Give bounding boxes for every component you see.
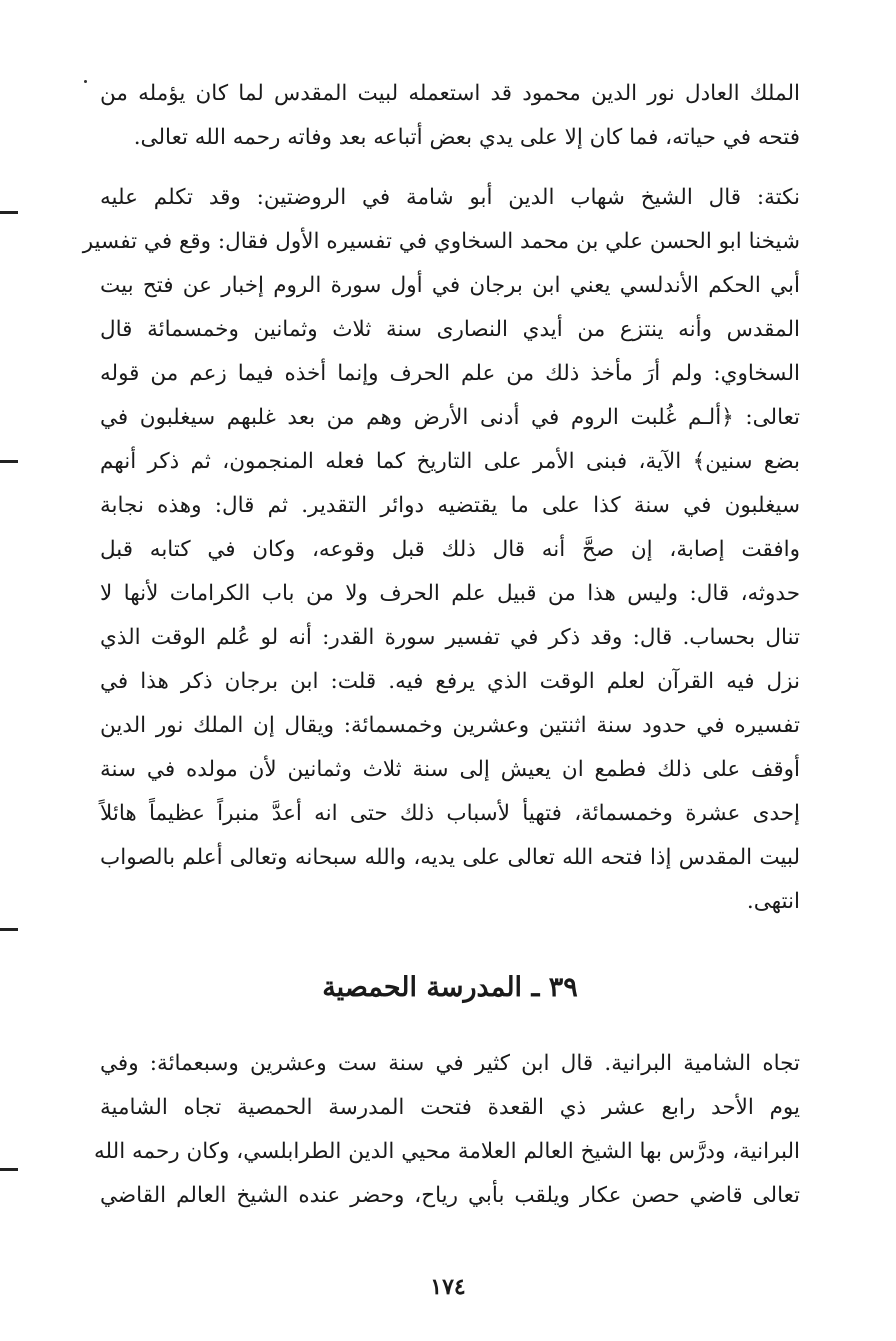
text-line: تجاه الشامية البرانية. قال ابن كثير في سنة ست وعشرين وسبعمائة: وفي [100, 1051, 800, 1076]
text-line: أبي الحكم الأندلسي يعني ابن برجان في أول سورة الروم إخبار عن فتح بيت [100, 273, 800, 298]
text-line: المقدس وأنه ينتزع من أيدي النصارى سنة ثلاث وثمانين وخمسمائة قال [100, 317, 800, 342]
text-line: شيخنا ابو الحسن علي بن محمد السخاوي في تفسيره الأول فقال: وقع في تفسير [82, 229, 800, 254]
text-line: تفسيره في حدود سنة اثنتين وعشرين وخمسمائة: ويقال إن الملك نور الدين [100, 713, 800, 738]
section-heading: ٣٩ ـ المدرسة الحمصية [322, 972, 578, 1003]
page-body [82, 72, 800, 1218]
page-number: ١٧٤ [430, 1274, 466, 1300]
margin-mark [0, 211, 18, 214]
scan-dot [84, 80, 87, 83]
text-line: حدوثه، قال: وليس هذا من قبيل علم الحرف ولا من باب الكرامات لأنها لا [100, 581, 800, 606]
text-line: السخاوي: ولم أرَ مأخذ ذلك من علم الحرف وإنما أخذه فيما زعم من قوله [100, 361, 800, 386]
text-line: نزل فيه القرآن لعلم الوقت الذي يرفع فيه. قلت: ابن برجان ذكر هذا في [100, 669, 800, 694]
paragraph-3 [94, 1042, 800, 1218]
text-line: تعالى: ﴿ألـم غُلبت الروم في أدنى الأرض وهم من بعد غلبهم سيغلبون في [100, 405, 800, 430]
text-line: لبيت المقدس إذا فتحه الله تعالى على يديه، والله سبحانه وتعالى أعلم بالصواب [100, 845, 800, 870]
paragraph-2 [82, 176, 800, 924]
text-line: نكتة: قال الشيخ شهاب الدين أبو شامة في الروضتين: وقد تكلم عليه [100, 185, 800, 210]
text-line: يوم الأحد رابع عشر ذي القعدة فتحت المدرسة الحمصية تجاه الشامية [100, 1095, 800, 1120]
paragraph-1 [100, 72, 800, 160]
margin-mark [0, 460, 18, 463]
text-line: فتحه في حياته، فما كان إلا على يدي بعض أتباعه بعد وفاته رحمه الله تعالى. [133, 125, 800, 150]
text-line: بضع سنين﴾ الآية، فبنى الأمر على التاريخ كما فعله المنجمون، ثم ذكر أنهم [100, 449, 800, 474]
margin-mark [0, 1168, 18, 1171]
text-line: وافقت إصابة، إن صحَّ أنه قال ذلك قبل وقوعه، وكان في كتابه قبل [100, 537, 800, 562]
text-line: تعالى قاضي حصن عكار ويلقب بأبي رياح، وحضر عنده الشيخ العالم القاضي [100, 1183, 800, 1208]
text-line: تنال بحساب. قال: وقد ذكر في تفسير سورة القدر: أنه لو عُلم الوقت الذي [100, 625, 800, 650]
text-line: إحدى عشرة وخمسمائة، فتهيأ لأسباب ذلك حتى انه أعدَّ منبراً عظيماً هائلاً [100, 801, 800, 826]
text-line: سيغلبون في سنة كذا على ما يقتضيه دوائر التقدير. ثم قال: وهذه نجابة [100, 493, 800, 518]
text-line: الملك العادل نور الدين محمود قد استعمله لبيت المقدس لما كان يؤمله من [100, 81, 800, 106]
text-line: البرانية، ودرَّس بها الشيخ العالم العلامة محيي الدين الطرابلسي، وكان رحمه الله [94, 1139, 800, 1164]
text-line: انتهى. [746, 889, 800, 914]
text-line: أوقف على ذلك فطمع ان يعيش إلى سنة ثلاث وثمانين لأن مولده في سنة [100, 757, 800, 782]
margin-mark [0, 928, 18, 931]
